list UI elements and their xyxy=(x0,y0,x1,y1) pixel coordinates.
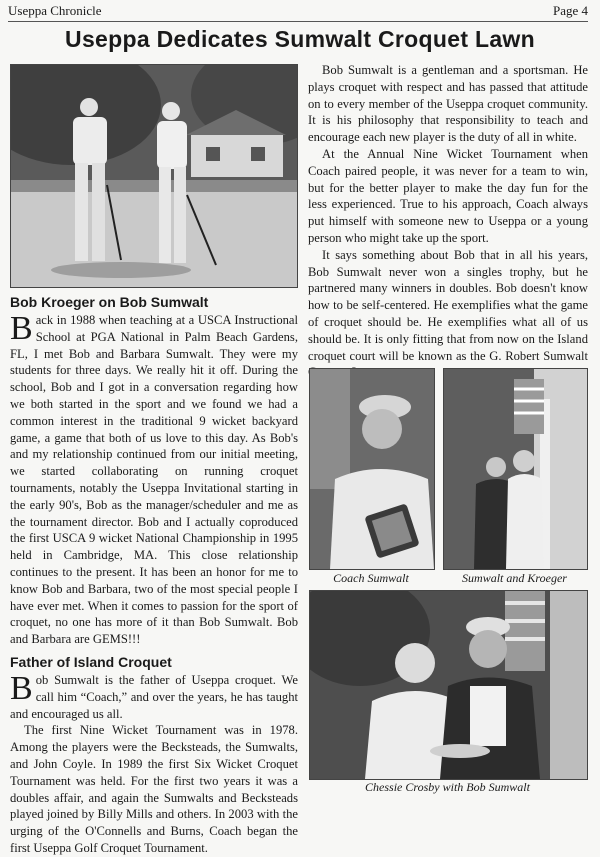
coach-sumwalt-photo xyxy=(309,368,435,570)
section-heading: Bob Kroeger on Bob Sumwalt xyxy=(10,294,209,310)
photo-caption: Sumwalt and Kroeger xyxy=(462,571,567,585)
section-text xyxy=(10,312,298,648)
page-header xyxy=(8,3,588,21)
article-paragraph: It says something about Bob that in all his years, Bob Sumwalt never won a singles trophy, but he partnered many winners in doubles. Bob doesn't know how to be self-centered. He exemplifies what the game of croquet should be. He exemplifies what all of us should be. It is only fitting that from now on the Island croquet court will be known as the G. Robert Sumwalt xyxy=(308,247,588,363)
right-column xyxy=(308,62,588,381)
sumwalt-kroeger-photo xyxy=(443,368,588,570)
section-heading: Father of Island Croquet xyxy=(10,653,172,670)
photo-caption: Coach Sumwalt xyxy=(333,571,409,585)
left-column xyxy=(10,64,298,857)
section-body: ack in 1988 when teaching at a USCA Instructional School at PGA National in Palm Beach Gardens, FL, I met Bob and Barbara Sumwalt. They were my students for three days. We really hit it off. During the school, Bob and I got in a conversation regarding how we both started in the sport and we found we had a common interest in the traditional 9 wicket backyard game, a game that both of us love to this day. As Bob's and my relationship continued from our initial meeting, we started collaborating on running croquet tournaments, notably the Useppa Invitational starting in the early 90's, Bob as the manager/scheduler and me as the tournament director. Bob and I actually coproduced the first USCA 9 wicket National Championship in 1995 held in Cambridge, MA. This close relationship continues to the present. It has been an honor for me to know Bob and Barbara, two of the most special people I have ever met. When it comes to passion for the sport of croquet, no one has more of it than Bob Sumwalt. Bob and Barbara are GEMS!!! xyxy=(10,313,298,647)
section-text xyxy=(10,669,298,722)
page-number: Page 4 xyxy=(552,3,588,18)
photo-caption: Chessie Crosby with Bob Sumwalt xyxy=(365,780,530,794)
article-paragraph: At the Annual Nine Wicket Tournament when Coach paired people, it was never for a team to win, but for the better player to make the day fun for the less experienced. True to his approach, Coach always put himself with someone new to Useppa or a young person who might take up the sport. xyxy=(308,146,588,245)
section-father xyxy=(10,654,298,857)
croquet-players-photo xyxy=(10,64,298,288)
crosby-sumwalt-photo xyxy=(309,590,588,780)
drop-cap: B xyxy=(10,669,33,707)
section-body: ob Sumwalt is the father of Useppa croquet. We call him “Coach,” and over the years, he has taught and encouraged us all. xyxy=(10,672,298,721)
drop-cap: B xyxy=(10,310,33,347)
article-paragraph: Bob Sumwalt is a gentleman and a sportsman. He plays croquet with respect and has passed that attitude on to every member of the Useppa croquet community. It is his philosophy that responsibility to teach and encourage each new player is the duty of all in white. xyxy=(308,63,588,145)
publication-name: Useppa Chronicle xyxy=(8,3,102,18)
section-text: The first Nine Wicket Tournament was in 1978. Among the players were the Becksteads, the Sumwalts, and John Coyle. In 1989 the first Six Wicket Croquet Tournament was held. For the first two years it was a doubles affair, and again the Sumwalts and Becksteads played joined by Billy Mills and others. In 2003 with the urging of the O'Connells and Burns, Coach began the first Useppa Golf Croquet Tournament. xyxy=(10,723,298,855)
section-kroeger xyxy=(10,294,298,648)
headline: Useppa Dedicates Sumwalt Croquet Lawn xyxy=(65,26,535,52)
header-rule xyxy=(8,21,588,22)
